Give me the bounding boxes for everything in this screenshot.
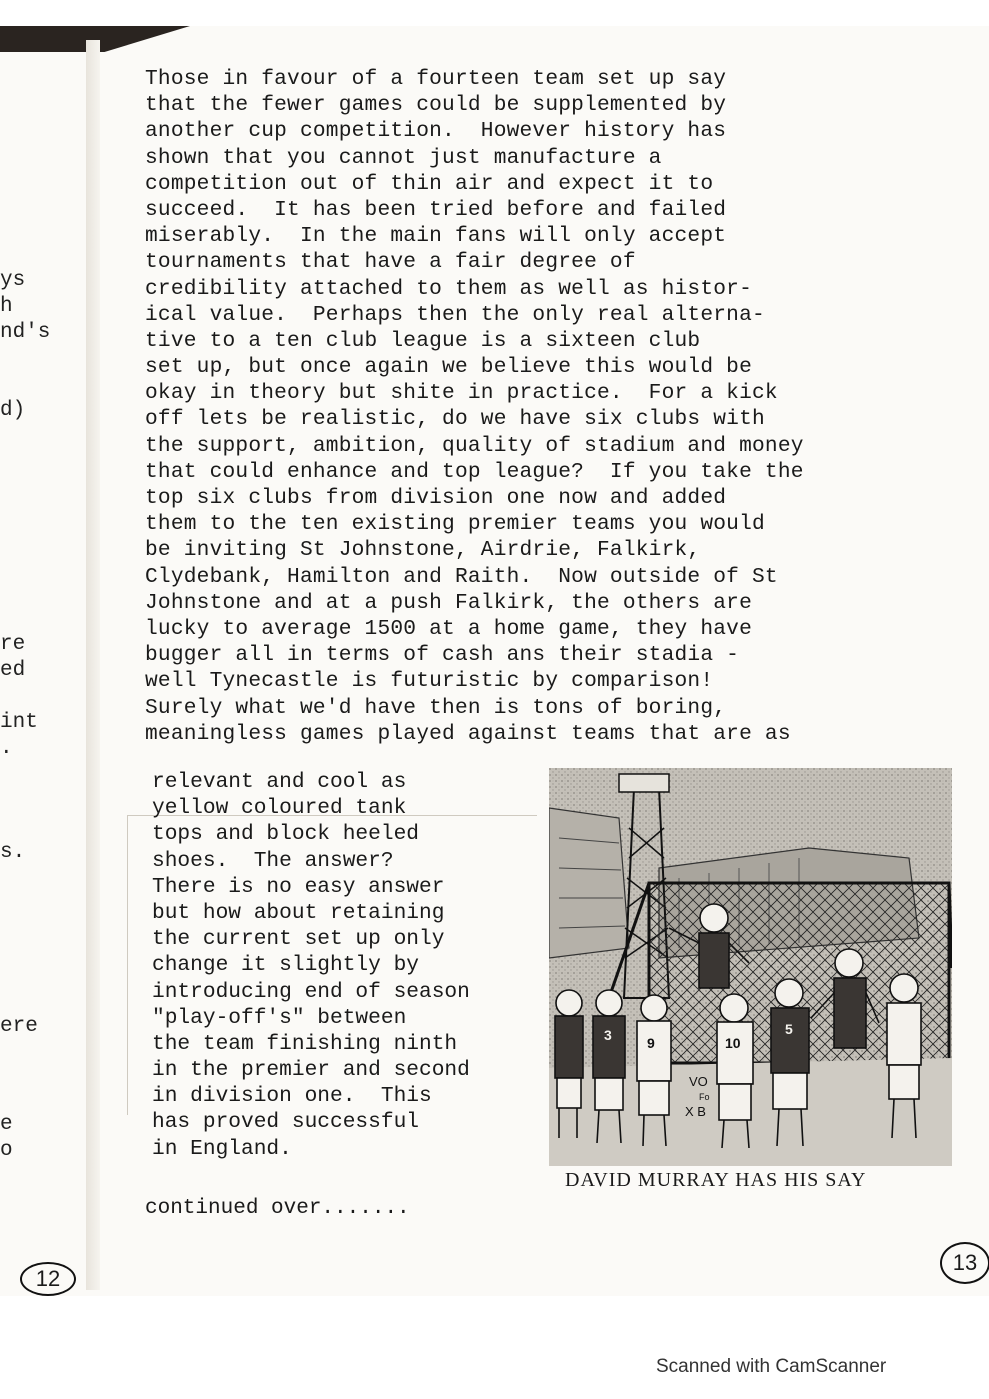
article-line: shown that you cannot just manufacture a <box>145 145 662 170</box>
left-page-fragment: ed <box>0 659 26 682</box>
article-line: them to the ten existing premier teams you would <box>145 512 765 537</box>
article-line: lucky to average 1500 at a home game, they have <box>145 616 752 641</box>
article-line: competition out of thin air and expect it to <box>145 171 714 196</box>
cartoon-drawing <box>549 768 952 1166</box>
article-line: okay in theory but shite in practice. For a kick <box>145 381 778 406</box>
article-line: succeed. It has been tried before and failed <box>145 197 727 222</box>
article-column <box>152 769 552 1162</box>
article-line: tournaments that have a fair degree of <box>145 250 636 275</box>
article-line: bugger all in terms of cash ans their stadia - <box>145 643 740 668</box>
column-line: There is no easy answer <box>152 874 445 899</box>
article-line: off lets be realistic, do we have six clubs with <box>145 407 765 432</box>
column-line: in division one. This <box>152 1084 432 1109</box>
page-number-left: 12 <box>20 1262 76 1296</box>
left-page-fragment: ere <box>0 1015 38 1038</box>
column-line: in England. <box>152 1136 292 1161</box>
cartoon-illustration <box>549 768 952 1166</box>
article-line: the support, ambition, quality of stadium and money <box>145 433 804 458</box>
sign-text: X B <box>685 1104 706 1119</box>
column-line: relevant and cool as <box>152 770 407 794</box>
cartoon-caption: DAVID MURRAY HAS HIS SAY <box>565 1169 867 1191</box>
article-line: top six clubs from division one now and added <box>145 486 727 510</box>
shirt-number: 9 <box>647 1035 655 1051</box>
sign-text: VO <box>689 1074 708 1089</box>
article-line: that could enhance and top league? If you take the <box>145 459 804 484</box>
page-gutter <box>86 40 100 1290</box>
article-line: miserably. In the main fans will only accept <box>145 224 727 249</box>
column-line: shoes. The answer? <box>152 848 394 873</box>
article-line: tive to a ten club league is a sixteen club <box>145 328 701 353</box>
column-line: yellow coloured tank <box>152 796 407 821</box>
article-line: Johnstone and at a push Falkirk, the others are <box>145 590 752 615</box>
left-page-fragment: . <box>0 737 13 760</box>
shirt-number: 5 <box>785 1021 793 1037</box>
article-line: be inviting St Johnstone, Airdrie, Falkirk, <box>145 538 701 563</box>
article-line: another cup competition. However history has <box>145 119 727 144</box>
sign-text: Fo <box>699 1092 710 1102</box>
left-page-fragment: re <box>0 633 26 656</box>
left-page-fragment: int <box>0 711 38 734</box>
column-line: change it slightly by <box>152 953 420 978</box>
article-line: Those in favour of a fourteen team set up say <box>145 67 727 91</box>
shirt-number: 10 <box>725 1035 741 1051</box>
article-line: credibility attached to them as well as histor- <box>145 276 752 301</box>
column-line: introducing end of season <box>152 979 470 1004</box>
column-line: "play-off's" between <box>152 1005 407 1030</box>
column-line: tops and block heeled <box>152 822 420 847</box>
left-page-fragment: o <box>0 1139 13 1162</box>
article-line: Clydebank, Hamilton and Raith. Now outside of St <box>145 564 778 589</box>
article-line: set up, but once again we believe this would be <box>145 355 752 380</box>
article-line: that the fewer games could be supplemented by <box>145 93 727 118</box>
left-page-fragment: h <box>0 295 13 318</box>
left-page-fragment: ys <box>0 269 26 292</box>
article-line: well Tynecastle is futuristic by comparison! <box>145 669 714 694</box>
column-line: but how about retaining <box>152 900 445 925</box>
column-line: the team finishing ninth <box>152 1031 458 1056</box>
left-page-fragment: e <box>0 1113 13 1136</box>
left-page-fragment: nd's <box>0 321 51 344</box>
column-line: the current set up only <box>152 927 445 952</box>
article-line: meaningless games played against teams that are as <box>145 721 791 746</box>
continued-note: continued over....... <box>145 1197 410 1220</box>
article-body <box>145 66 965 747</box>
column-line: has proved successful <box>152 1110 420 1135</box>
scanner-watermark: Scanned with CamScanner <box>656 1356 887 1377</box>
left-page-fragment: s. <box>0 841 26 864</box>
shirt-number: 3 <box>604 1027 612 1043</box>
left-page-fragment: d) <box>0 399 26 422</box>
article-line: ical value. Perhaps then the only real alterna- <box>145 302 765 327</box>
column-line: in the premier and second <box>152 1058 470 1083</box>
page-number-right: 13 <box>940 1242 989 1284</box>
column-box-left <box>127 815 128 1115</box>
article-line: Surely what we'd have then is tons of boring, <box>145 695 727 720</box>
